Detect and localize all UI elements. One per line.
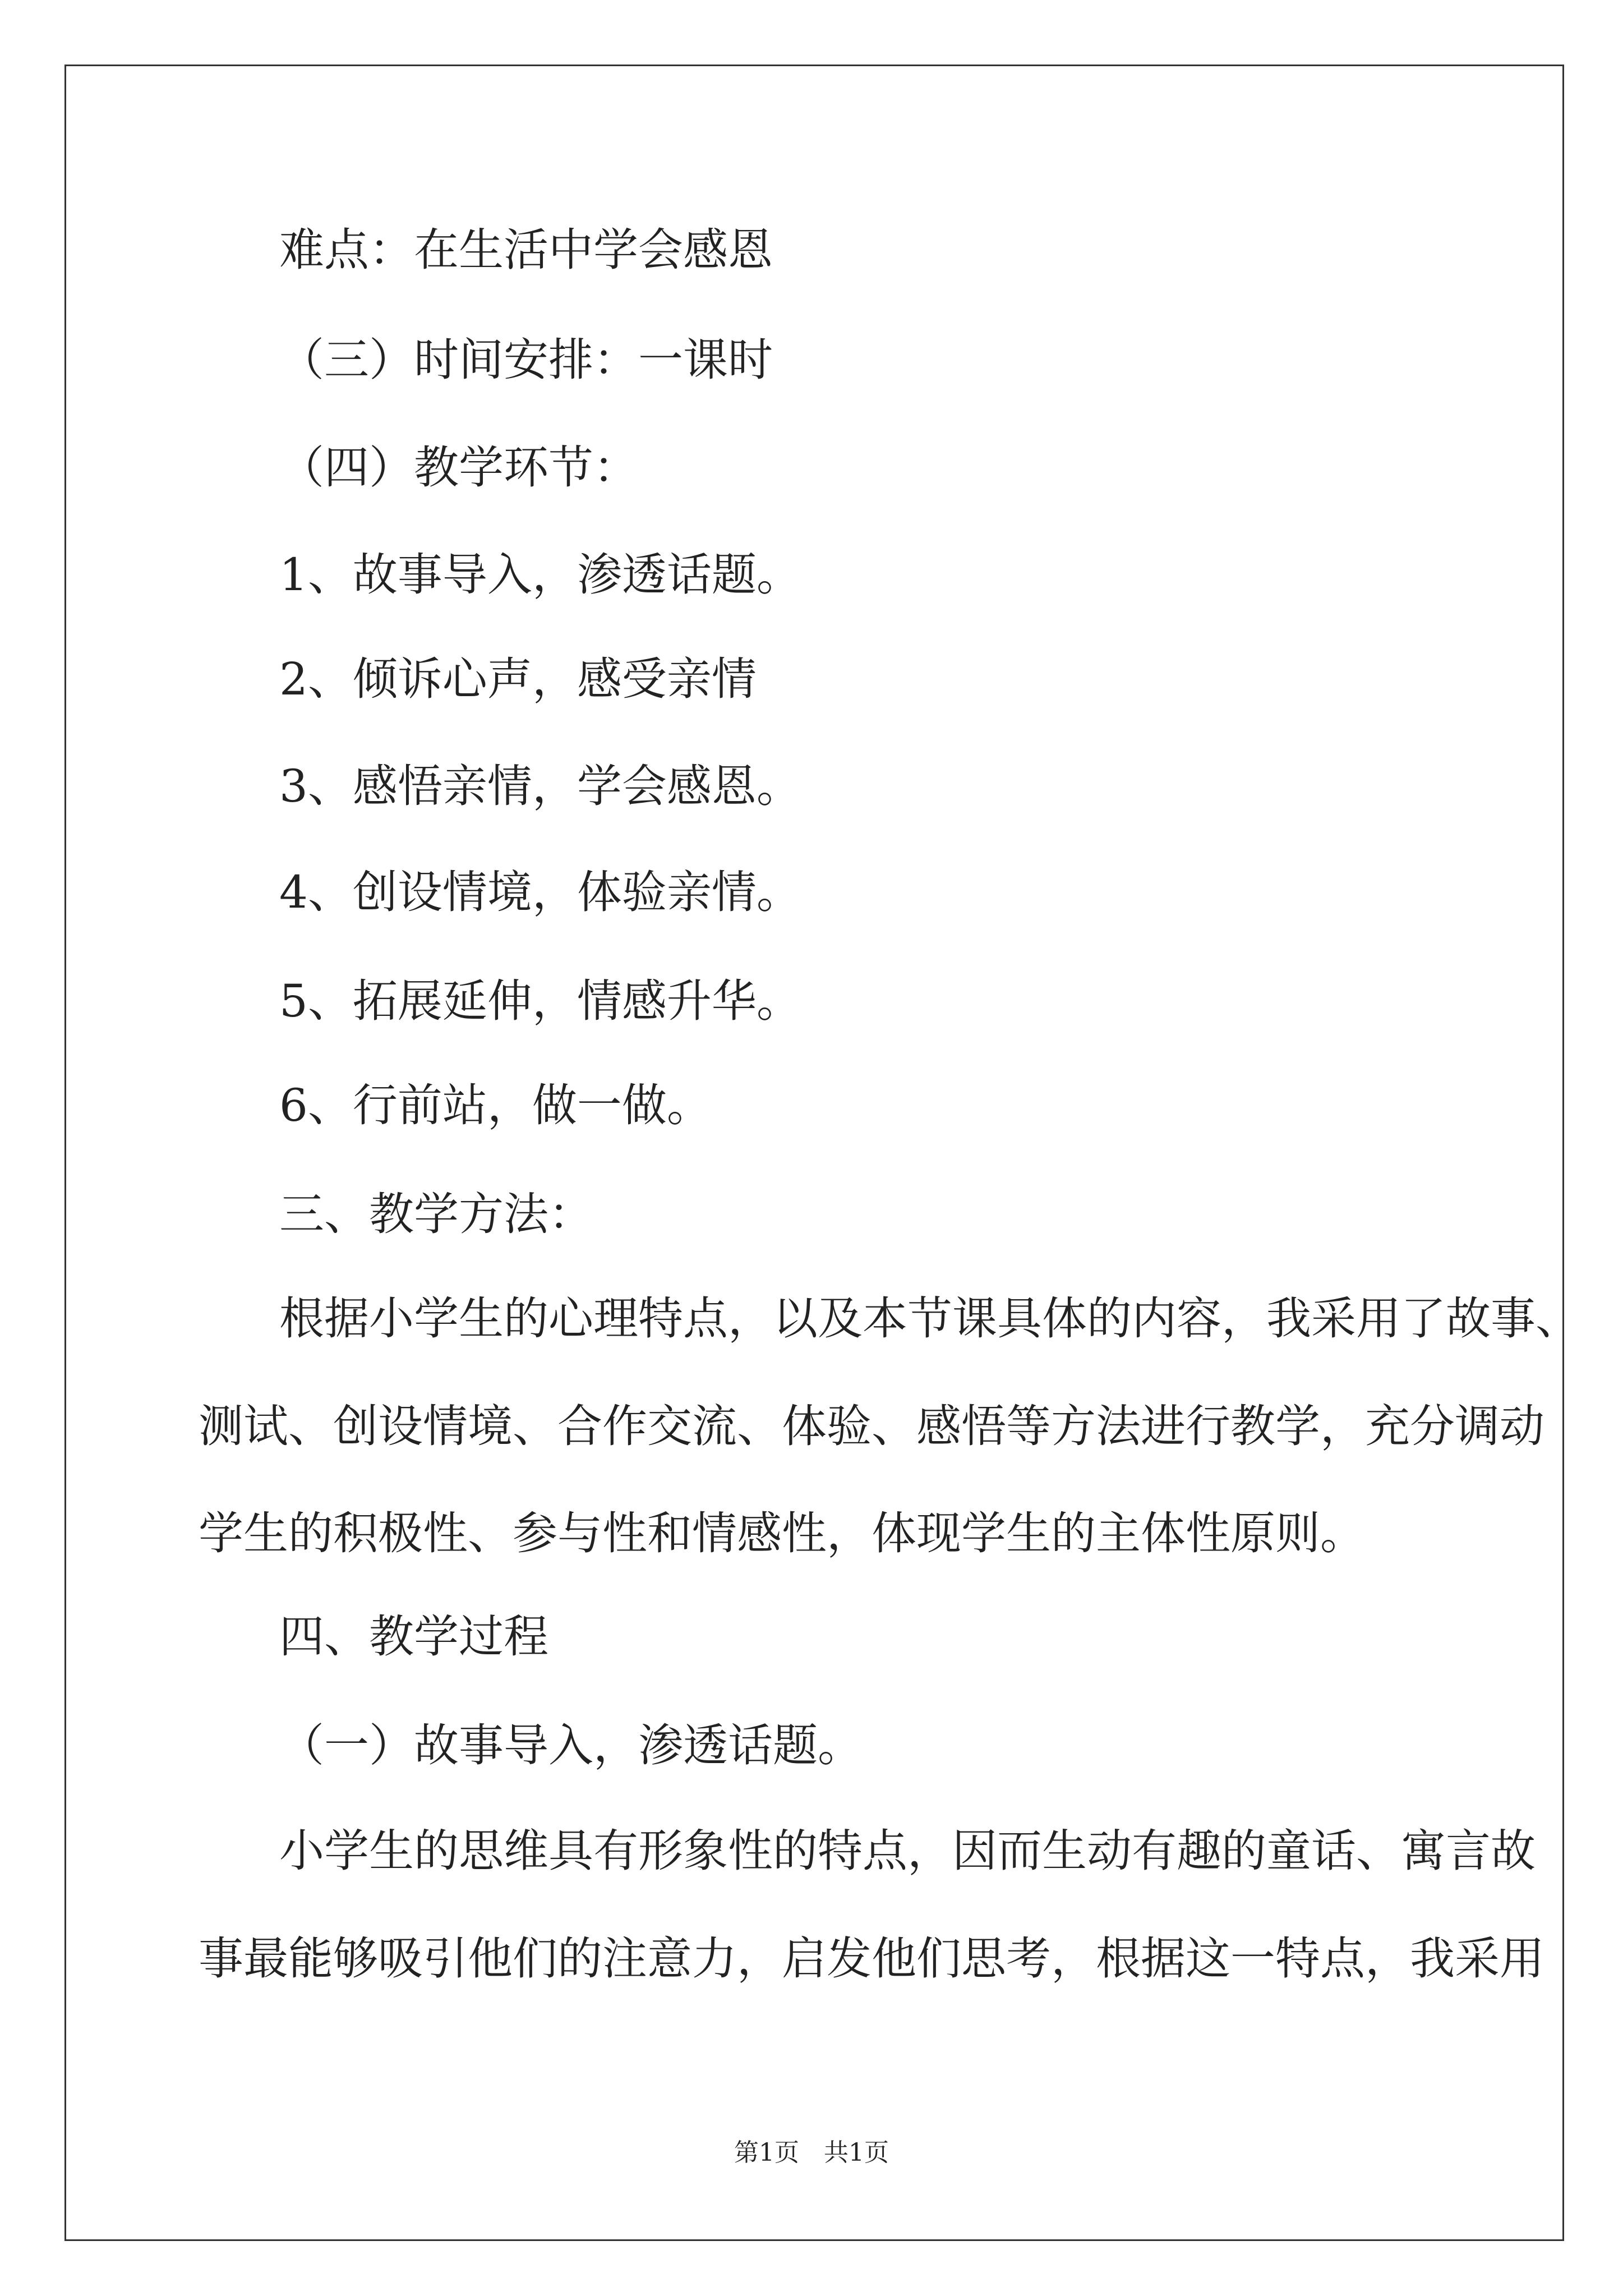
text-line: 5、拓展延伸，情感升华。 xyxy=(279,975,801,1027)
text-line: 6、行前站，做一做。 xyxy=(279,1079,712,1131)
text-line: 1、故事导入，渗透话题。 xyxy=(279,549,801,601)
page-footer: 第1页 共1页 xyxy=(734,2138,889,2167)
text-line: （三）时间安排：一课时 xyxy=(279,334,773,386)
section-heading: 三、教学方法： xyxy=(279,1188,593,1240)
text-line: 小学生的思维具有形象性的特点，因而生动有趣的童话、寓言故 xyxy=(279,1825,1536,1877)
text-line: 根据小学生的心理特点，以及本节课具体的内容，我采用了故事、 xyxy=(279,1292,1580,1345)
text-line: 3、感悟亲情，学会感恩。 xyxy=(279,760,801,812)
text-line: （一）故事导入，渗透话题。 xyxy=(279,1719,863,1772)
text-line: （四）教学环节： xyxy=(279,441,638,494)
text-line: 事最能够吸引他们的注意力，启发他们思考，根据这一特点，我采用 xyxy=(199,1932,1544,1985)
text-line: 难点：在生活中学会感恩 xyxy=(279,224,773,276)
text-line: 2、倾诉心声，感受亲情 xyxy=(279,653,757,705)
page-border xyxy=(64,65,1564,2241)
text-line: 4、创设情境，体验亲情。 xyxy=(279,866,801,918)
text-line: 测试、创设情境、合作交流、体验、感悟等方法进行教学，充分调动 xyxy=(199,1400,1544,1452)
section-heading: 四、教学过程 xyxy=(279,1611,548,1663)
text-line: 学生的积极性、参与性和情感性，体现学生的主体性原则。 xyxy=(199,1507,1365,1559)
